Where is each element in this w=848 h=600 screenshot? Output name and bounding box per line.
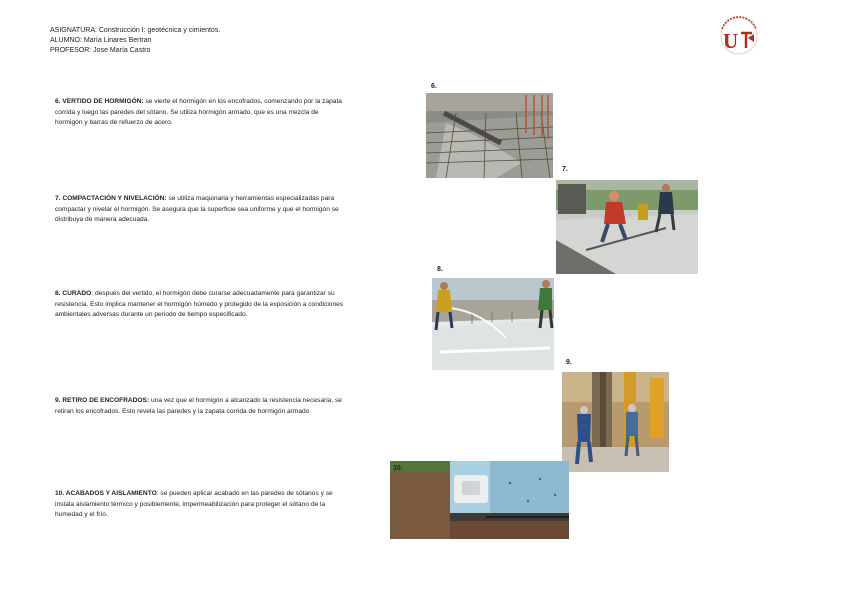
student-line: ALUMNO: María Linares Bertran [50, 37, 152, 44]
figure-10-number: 10. [393, 465, 403, 472]
section-8-body: : después del vertido, el hormigón debe curarse adecuadamente para garantizar su resistencia. Esto implica mantener el hormigón húmedo y protegido de la exposición a condiciones ambientales adversas durante un periodo de tiempo especificado. [55, 290, 344, 319]
section-8-title: 8. CURADO [55, 290, 92, 297]
university-logo [708, 16, 770, 56]
section-7-text [55, 194, 347, 226]
figure-7-number: 7. [562, 166, 568, 173]
professor-line: PROFESOR: Jose María Castro [50, 47, 151, 54]
section-9-body: una vez que el hormigón a alcanzado la resistencia necesaria, se retiran los encofrados. Esto revela las paredes y la zapata corrida de hormigón armado [55, 397, 342, 415]
section-9-text [55, 396, 347, 417]
photo-concrete-pouring [426, 93, 553, 178]
svg-text:U: U [723, 29, 739, 53]
section-7-title: 7. COMPACTACIÓN Y NIVELACIÓN: [55, 195, 167, 202]
section-10-text [55, 489, 347, 521]
section-6-title: 6. VERTIDO DE HORMIGÓN: [55, 98, 144, 105]
photo-formwork-removal [562, 372, 669, 472]
section-10-title: 10. ACABADOS Y AISLAMIENTO [55, 490, 157, 497]
photo-insulation-detail [390, 461, 569, 539]
subject-line: ASIGNATURA: Construcción I: geotécnica y cimientos. [50, 27, 221, 34]
section-10-body: : se pueden aplicar acabado en las paredes de sótanos y se instala aislamiento térmico y posiblemente, impermeabilización para proteger el sótano de la humedad y el frío. [55, 490, 333, 519]
section-7-body: se utiliza maquinaria y herramientas especializadas para compactar y nivelar el hormigón. Se asegura que la superficie sea uniforme y que el hormigón se distribuya de manera adecuada. [55, 195, 339, 224]
photo-curing [432, 278, 554, 370]
figure-6-number: 6. [431, 83, 437, 90]
section-6-body: se vierte el hormigón en los encofrados, comenzando por la zapata corrida y luego las paredes del sótano. Se utiliza hormigón armado, que es una mezcla de hormigón y barras de refuerzo de acero. [55, 98, 342, 127]
figure-9-number: 9. [566, 359, 572, 366]
figure-8-number: 8. [437, 266, 443, 273]
section-9-title: 9. RETIRO DE ENCOFRADOS: [55, 397, 150, 404]
section-6-text [55, 97, 347, 129]
document-header [50, 26, 220, 56]
photo-compaction-leveling [556, 180, 698, 274]
section-8-text [55, 289, 347, 321]
